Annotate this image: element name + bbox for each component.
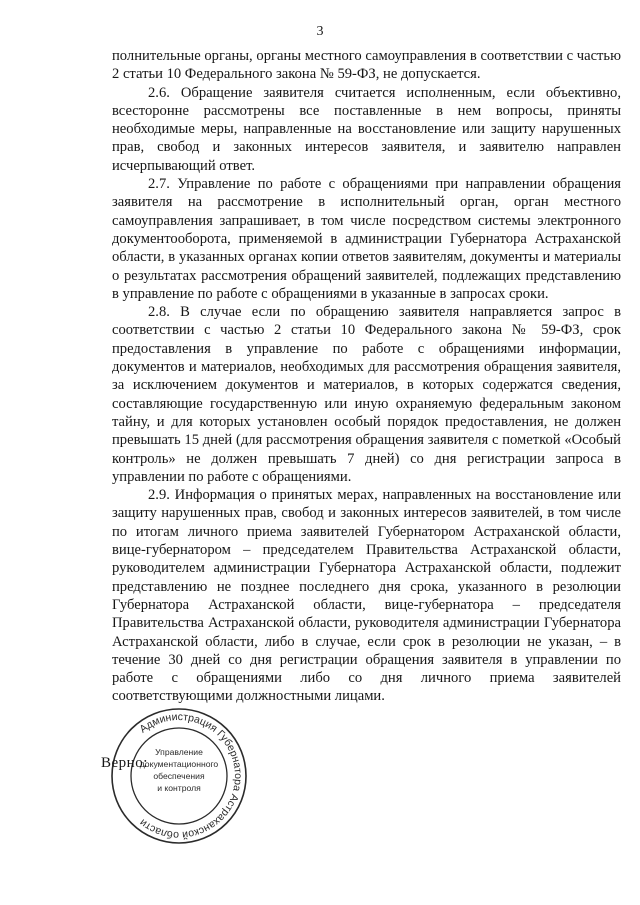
paragraph-2-7: 2.7. Управление по работе с обращениями при направлении обращения заявителя на рассмотрение в исполнительный орган, орган местного самоуправления запрашивает, в том числе посредством системы электронного документооборота, применяемой в администрации Губернатора Астраханской области, в указанных органах копии ответов заявителям, документы и материалы о результатах рассмотрения обращений заявителей, подлежащих представлению в управление по работе с обращениями в указанные в запросах сроки. (112, 176, 621, 302)
official-stamp (108, 705, 250, 847)
paragraph-continuation: полнительные органы, органы местного самоуправления в соответствии с частью 2 статьи 10 Федерального закона № 59-ФЗ, не допускается. (112, 48, 621, 83)
paragraph-2-9: 2.9. Информация о принятых мерах, направленных на восстановление или защиту нарушенных прав, свобод и законных интересов заявителей, в том числе по итогам личного приема заявителей Губернатором Астраханской области, вице-губернатором – председателем Правительства Астраханской области, руководителем администрации Губернатора Астраханской области, подлежит представлению не позднее последнего дня срока, указанного в резолюции Губернатора Астраханской области, вице-губернатора – председателя Правительства Астраханской области, руководителя администрации Губернатора Астраханской области, либо в случае, если срок в резолюции не указан, – в течение 30 дней со дня регистрации обращения заявителя в управлении по работе с обращениями либо со дня личного приема заявителей соответствующими должностными лицами. (112, 487, 621, 705)
stamp-center-line-3: обеспечения (153, 771, 205, 781)
certification-label: Верно: (101, 755, 148, 771)
document-body (112, 47, 621, 706)
stamp-center-line-2: документационного (139, 759, 219, 769)
page-number: 3 (316, 24, 324, 39)
paragraph-2-6: 2.6. Обращение заявителя считается исполненным, если объективно, всесторонне рассмотрены все поставленные в нем вопросы, приняты необходимые меры, направленные на восстановление или защиту нарушенных прав, свобод и законных интересов заявителя, и заявителю направлен исчерпывающий ответ. (112, 84, 621, 174)
paragraph-2-8: 2.8. В случае если по обращению заявителя направляется запрос в соответствии с частью 2 статьи 10 Федерального закона № 59-ФЗ, срок предоставления в управление по работе с обращениями информации, документов и материалов, необходимых для рассмотрения обращения заявителя, за исключением документов и материалов, в которых содержатся сведения, составляющие государственную или иную охраняемую федеральным законом тайну, и для которых установлен особый порядок предоставления, не должен превышать 15 дней (для рассмотрения обращения заявителя с пометкой «Особый контроль» не должен превышать 7 дней) со дня регистрации запроса в управлении по работе с обращениями. (112, 304, 621, 485)
stamp-center-line-4: и контроля (157, 783, 201, 793)
stamp-center-line-1: Управление (155, 747, 203, 757)
stamp-ring-text: Администрация Губернатора Астраханской области (137, 710, 245, 842)
